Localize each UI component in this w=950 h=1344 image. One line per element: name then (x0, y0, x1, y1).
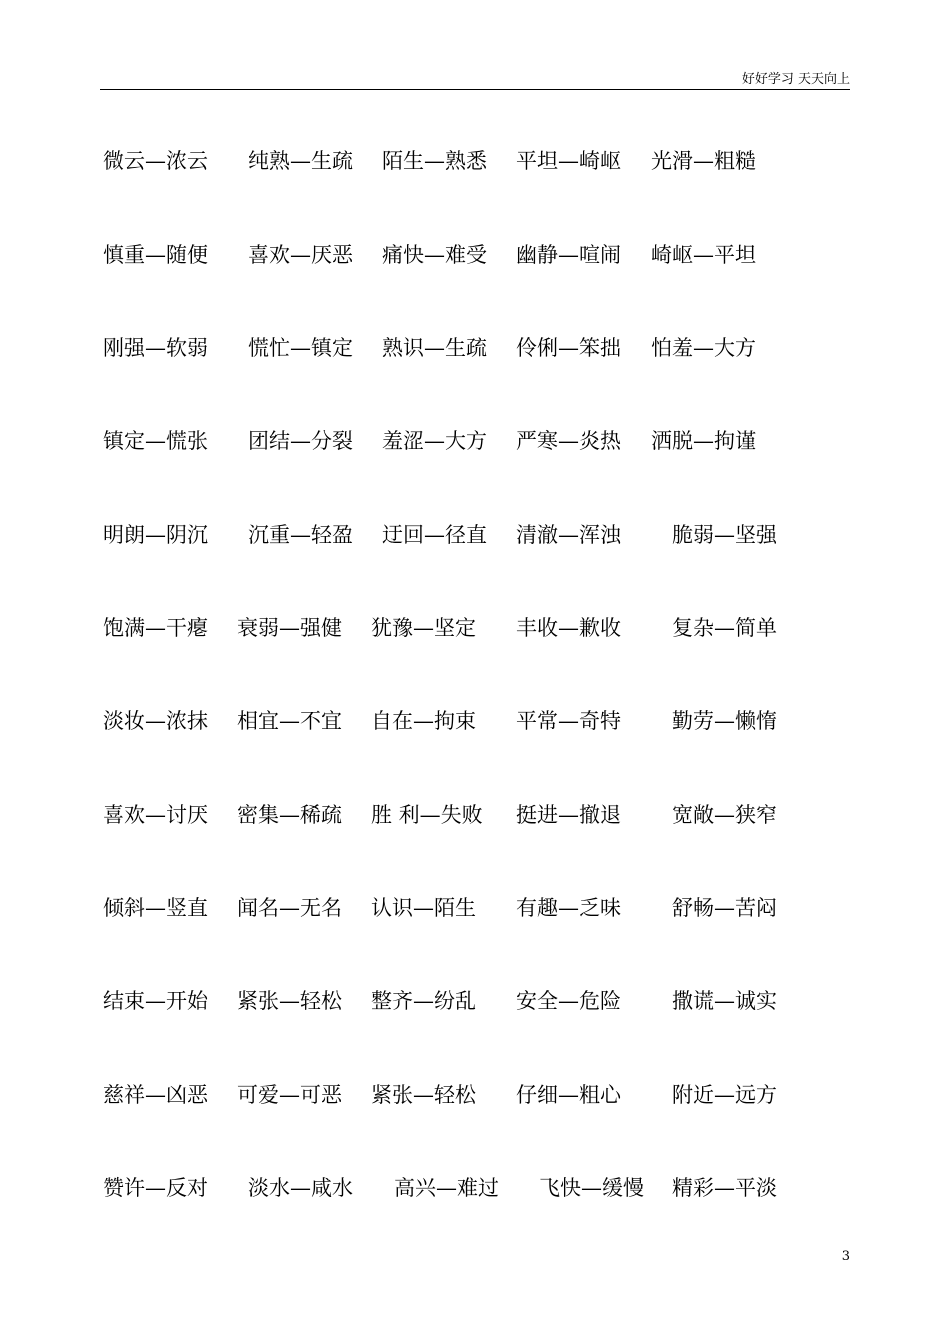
antonym-pair: 喜欢—厌恶 (248, 243, 353, 267)
antonym-pair: 崎岖—平坦 (651, 243, 756, 267)
antonym-pair: 相宜—不宜 (237, 709, 342, 733)
antonym-pair: 精彩—平淡 (672, 1176, 777, 1200)
antonym-row (0, 986, 950, 1016)
page-header: 好好学习 天天向上 (741, 72, 850, 87)
antonym-pair: 光滑—粗糙 (651, 149, 756, 173)
antonym-pair: 怕羞—大方 (651, 336, 756, 360)
header-rule (100, 89, 850, 90)
antonym-row (0, 800, 950, 830)
antonym-pair: 衰弱—强健 (237, 616, 342, 640)
antonym-pair: 痛快—难受 (382, 243, 487, 267)
antonym-pair: 淡妆—浓抹 (103, 709, 208, 733)
antonym-pair: 高兴—难过 (394, 1176, 499, 1200)
antonym-pair: 自在—拘束 (371, 709, 476, 733)
antonym-pair: 飞快—缓慢 (539, 1176, 644, 1200)
antonym-row (0, 613, 950, 643)
antonym-pair: 宽敞—狭窄 (672, 803, 777, 827)
antonym-pair: 淡水—咸水 (248, 1176, 353, 1200)
antonym-pair: 紧张—轻松 (237, 989, 342, 1013)
antonym-pair: 安全—危险 (516, 989, 621, 1013)
antonym-pair: 可爱—可恶 (237, 1083, 342, 1107)
antonym-pair: 熟识—生疏 (382, 336, 487, 360)
antonym-pair: 微云—浓云 (103, 149, 208, 173)
antonym-pair: 倾斜—竖直 (103, 896, 208, 920)
antonym-pair: 洒脱—拘谨 (651, 429, 756, 453)
antonym-row (0, 893, 950, 923)
antonym-pair: 附近—远方 (672, 1083, 777, 1107)
antonym-pair: 镇定—慌张 (103, 429, 208, 453)
antonym-pair: 团结—分裂 (248, 429, 353, 453)
antonym-pair: 慌忙—镇定 (248, 336, 353, 360)
antonym-pair: 复杂—简单 (672, 616, 777, 640)
antonym-row (0, 1173, 950, 1203)
antonym-pair: 严寒—炎热 (516, 429, 621, 453)
antonym-pair: 慎重—随便 (103, 243, 208, 267)
antonym-pair: 陌生—熟悉 (382, 149, 487, 173)
antonym-pair: 平常—奇特 (516, 709, 621, 733)
antonym-pair: 刚强—软弱 (103, 336, 208, 360)
antonym-row (0, 333, 950, 363)
antonym-pair: 沉重—轻盈 (248, 523, 353, 547)
antonym-pair: 舒畅—苦闷 (672, 896, 777, 920)
antonym-pair: 胜 利—失败 (371, 803, 483, 827)
antonym-pair: 闻名—无名 (237, 896, 342, 920)
antonym-pair: 幽静—喧闹 (516, 243, 621, 267)
antonym-row (0, 240, 950, 270)
antonym-pair: 紧张—轻松 (371, 1083, 476, 1107)
antonym-row (0, 520, 950, 550)
antonym-pair: 结束—开始 (103, 989, 208, 1013)
antonym-pair: 挺进—撤退 (516, 803, 621, 827)
antonym-pair: 平坦—崎岖 (516, 149, 621, 173)
antonym-row (0, 146, 950, 176)
antonym-pair: 明朗—阴沉 (103, 523, 208, 547)
antonym-pair: 撒谎—诚实 (672, 989, 777, 1013)
antonym-pair: 羞涩—大方 (382, 429, 487, 453)
antonym-pair: 赞许—反对 (103, 1176, 208, 1200)
antonym-row (0, 1080, 950, 1110)
antonym-row (0, 426, 950, 456)
antonym-pair: 犹豫—坚定 (371, 616, 476, 640)
antonym-pair: 慈祥—凶恶 (103, 1083, 208, 1107)
antonym-pair: 整齐—纷乱 (371, 989, 476, 1013)
antonym-pair: 丰收—歉收 (516, 616, 621, 640)
antonym-pair: 有趣—乏味 (516, 896, 621, 920)
page-number: 3 (841, 1249, 850, 1264)
antonym-row (0, 706, 950, 736)
antonym-pair: 脆弱—坚强 (672, 523, 777, 547)
antonym-pair: 勤劳—懒惰 (672, 709, 777, 733)
antonym-pair: 饱满—干瘪 (103, 616, 208, 640)
antonym-pair: 纯熟—生疏 (248, 149, 353, 173)
antonym-pair: 喜欢—讨厌 (103, 803, 208, 827)
antonym-pair: 伶俐—笨拙 (516, 336, 621, 360)
antonym-pair: 仔细—粗心 (516, 1083, 621, 1107)
antonym-pair: 认识—陌生 (371, 896, 476, 920)
antonym-pair: 迂回—径直 (382, 523, 487, 547)
antonym-pair: 密集—稀疏 (237, 803, 342, 827)
antonym-pair: 清澈—浑浊 (516, 523, 621, 547)
